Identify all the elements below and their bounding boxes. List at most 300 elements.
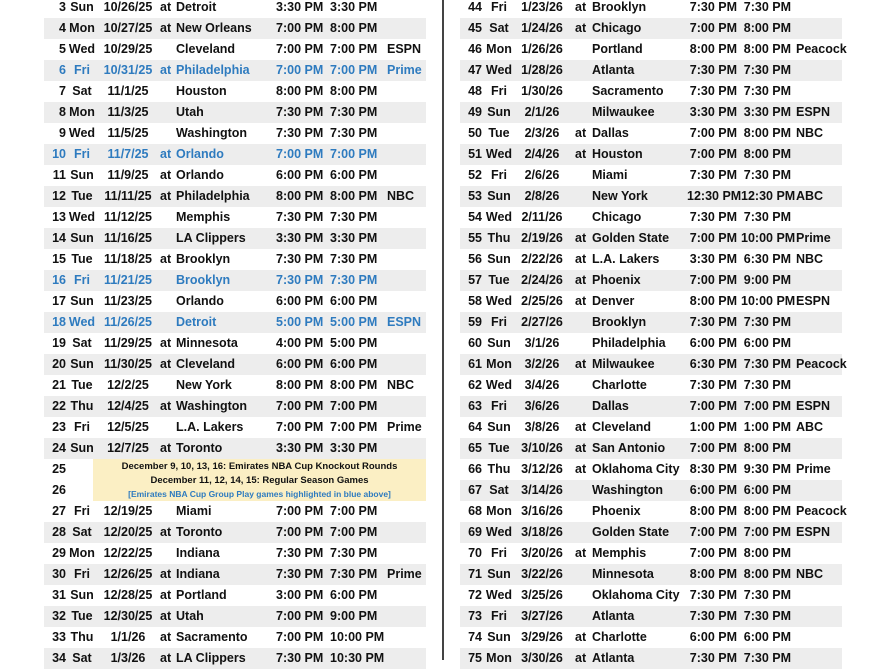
schedule-left-rows-bottom [44,501,426,669]
game-date: 3/1/26 [524,336,560,350]
game-date: 12/20/25 [103,525,153,539]
game-day: Mon [486,357,512,371]
game-day: Mon [486,42,512,56]
schedule-row [460,333,842,354]
game-day: Mon [69,546,95,560]
schedule-row [460,291,842,312]
schedule-row [44,270,426,291]
schedule-row [460,438,842,459]
game-number: 6 [59,63,66,77]
schedule-row [44,648,426,669]
opponent-name: Philadelphia [176,63,250,77]
game-number: 44 [468,0,482,14]
game-number: 57 [468,273,482,287]
opponent-name: Cleveland [176,357,236,371]
game-day: Fri [491,84,507,98]
local-time: 8:00 PM [689,42,737,56]
local-time: 7:30 PM [689,168,737,182]
schedule-row [44,522,426,543]
schedule-row [460,480,842,501]
schedule-row [44,606,426,627]
local-time: 7:00 PM [276,420,324,434]
game-date: 3/8/26 [524,420,560,434]
schedule-row [460,39,847,60]
local-time: 7:30 PM [689,63,737,77]
game-day: Sun [70,0,94,14]
game-number: 32 [52,609,66,623]
game-day: Tue [71,189,93,203]
away-marker: at [160,168,172,182]
local-time: 7:00 PM [689,525,737,539]
opponent-name: Indiana [176,567,220,581]
et-time: 10:30 PM [330,651,385,665]
tv-network: Peacock [796,504,847,518]
opponent-name: Houston [176,84,227,98]
et-time: 7:00 PM [330,63,378,77]
opponent-name: Detroit [176,315,217,329]
game-day: Fri [74,63,90,77]
game-day: Sat [72,651,92,665]
game-date: 2/27/26 [521,315,563,329]
game-number: 67 [468,483,482,497]
opponent-name: Philadelphia [592,336,666,350]
away-marker: at [160,147,172,161]
opponent-name: Washington [176,126,248,140]
tv-network: Prime [387,567,422,581]
game-number: 31 [52,588,66,602]
schedule-row [460,417,842,438]
away-marker: at [160,651,172,665]
game-day: Fri [491,0,507,14]
et-time: 5:00 PM [330,315,378,329]
local-time: 8:30 PM [689,462,737,476]
local-time: 3:00 PM [276,588,324,602]
local-time: 7:00 PM [689,231,737,245]
away-marker: at [575,357,587,371]
schedule-row [44,585,426,606]
game-number: 20 [52,357,66,371]
game-day: Tue [488,126,510,140]
et-time: 7:30 PM [743,210,791,224]
schedule-row [44,60,426,81]
game-date: 12/30/25 [103,609,153,623]
game-date: 11/26/25 [104,315,152,329]
local-time: 7:00 PM [276,630,324,644]
et-time: 6:00 PM [330,588,378,602]
et-time: 3:30 PM [330,0,378,14]
tv-network: ABC [796,189,824,203]
away-marker: at [575,21,587,35]
game-day: Sun [487,336,511,350]
opponent-name: LA Clippers [176,231,246,245]
game-number: 58 [468,294,482,308]
et-time: 7:00 PM [330,399,378,413]
game-date: 2/24/26 [521,273,563,287]
et-time: 1:00 PM [743,420,791,434]
game-day: Fri [491,609,507,623]
game-date: 3/27/26 [521,609,563,623]
game-day: Tue [488,441,510,455]
schedule-row [44,81,426,102]
et-time: 6:00 PM [330,294,378,308]
game-date: 1/26/26 [521,42,563,56]
schedule-row [460,522,842,543]
game-date: 1/23/26 [521,0,563,14]
schedule-left-column [44,0,426,669]
game-number: 5 [59,42,66,56]
game-date: 11/3/25 [107,105,149,119]
opponent-name: Golden State [592,525,670,539]
et-time: 3:30 PM [330,231,378,245]
game-number: 3 [59,0,66,14]
game-day: Fri [74,420,90,434]
opponent-name: Miami [176,504,212,518]
game-number: 10 [52,147,66,161]
schedule-row [44,333,426,354]
game-number: 61 [468,357,482,371]
game-number: 46 [468,42,482,56]
away-marker: at [160,0,172,14]
et-time: 9:00 PM [330,609,378,623]
local-time: 7:30 PM [276,252,324,266]
game-number: 55 [468,231,482,245]
game-day: Fri [491,399,507,413]
schedule-row [460,606,842,627]
game-day: Sun [70,357,94,371]
et-time: 7:00 PM [330,147,378,161]
et-time: 7:00 PM [330,525,378,539]
schedule-row [460,501,847,522]
game-day: Wed [68,42,96,56]
et-time: 7:30 PM [743,609,791,623]
et-time: 7:30 PM [743,0,791,14]
local-time: 7:30 PM [276,210,324,224]
opponent-name: Orlando [176,168,224,182]
et-time: 8:00 PM [743,126,791,140]
game-number: 62 [468,378,482,392]
game-date: 11/5/25 [107,126,149,140]
game-number: 64 [468,420,482,434]
opponent-name: Milwaukee [592,105,655,119]
game-day: Fri [491,546,507,560]
opponent-name: Orlando [176,294,224,308]
game-number: 7 [59,84,66,98]
game-date: 12/7/25 [107,441,149,455]
et-time: 7:30 PM [330,126,378,140]
local-time: 7:00 PM [689,441,737,455]
game-day: Tue [71,252,93,266]
away-marker: at [160,399,172,413]
game-day: Sun [70,231,94,245]
notice-line-regular: December 11, 12, 14, 15: Regular Season Games [150,475,369,486]
et-time: 6:00 PM [330,168,378,182]
local-time: 6:00 PM [689,630,737,644]
game-date: 11/23/25 [104,294,152,308]
opponent-name: Portland [176,588,227,602]
opponent-name: Sacramento [592,84,664,98]
game-date: 2/4/26 [524,147,560,161]
game-date: 11/21/25 [104,273,152,287]
game-date: 3/18/26 [521,525,563,539]
opponent-name: Oklahoma City [592,462,680,476]
tv-network: Peacock [796,357,847,371]
game-number: 27 [52,504,66,518]
away-marker: at [575,273,587,287]
game-day: Sun [487,105,511,119]
game-number: 68 [468,504,482,518]
game-day: Fri [74,567,90,581]
game-number: 73 [468,609,482,623]
game-date: 3/10/26 [521,441,563,455]
game-number: 34 [52,651,66,665]
et-time: 8:00 PM [743,42,791,56]
game-day: Mon [69,105,95,119]
local-time: 8:00 PM [276,84,324,98]
game-number: 72 [468,588,482,602]
game-date: 10/31/25 [103,63,153,77]
game-day: Wed [485,588,513,602]
game-number: 74 [468,630,482,644]
local-time: 3:30 PM [276,441,324,455]
game-day: Mon [486,651,512,665]
schedule-row [44,207,426,228]
schedule-row [460,0,842,18]
schedule-left-rows-top [44,0,426,459]
game-day: Sun [487,252,511,266]
game-number: 71 [468,567,482,581]
away-marker: at [160,252,172,266]
local-time: 7:30 PM [689,84,737,98]
local-time: 3:30 PM [276,231,324,245]
tv-network: ESPN [387,315,422,329]
tv-network: ESPN [387,42,422,56]
et-time: 12:30 PM [741,189,796,203]
schedule-row [44,501,426,522]
local-time: 7:00 PM [689,126,737,140]
local-time: 8:00 PM [276,378,324,392]
schedule-row [460,627,842,648]
game-day: Wed [68,315,96,329]
away-marker: at [160,336,172,350]
et-time: 6:30 PM [743,252,791,266]
game-date: 2/6/26 [524,168,560,182]
local-time: 7:00 PM [276,399,324,413]
et-time: 7:30 PM [743,84,791,98]
opponent-name: Toronto [176,441,223,455]
game-number: 63 [468,399,482,413]
game-date: 3/4/26 [524,378,560,392]
et-time: 9:30 PM [743,462,791,476]
game-date: 12/19/25 [103,504,153,518]
et-time: 10:00 PM [741,231,796,245]
game-number: 50 [468,126,482,140]
cup-notice [44,459,426,501]
local-time: 7:00 PM [689,21,737,35]
et-time: 7:30 PM [330,567,378,581]
opponent-name: Atlanta [592,651,635,665]
game-day: Thu [70,399,94,413]
game-date: 11/30/25 [104,357,152,371]
schedule-row [44,186,426,207]
away-marker: at [575,126,587,140]
schedule-row [460,144,842,165]
tv-network: NBC [796,567,824,581]
opponent-name: New York [592,189,648,203]
game-day: Sun [70,294,94,308]
game-day: Tue [488,273,510,287]
game-date: 12/2/25 [107,378,149,392]
schedule-row [460,354,847,375]
game-number: 52 [468,168,482,182]
game-date: 12/5/25 [107,420,149,434]
et-time: 3:30 PM [330,441,378,455]
local-time: 7:00 PM [276,63,324,77]
schedule-row [460,165,842,186]
opponent-name: Detroit [176,0,217,14]
game-date: 3/29/26 [521,630,563,644]
game-number: 14 [52,231,66,245]
schedule-row [44,375,426,396]
schedule-row [44,417,426,438]
opponent-name: Phoenix [592,504,641,518]
opponent-name: Chicago [592,210,642,224]
et-time: 7:30 PM [330,546,378,560]
game-date: 2/11/26 [521,210,563,224]
schedule-row [460,228,842,249]
local-time: 7:30 PM [276,105,324,119]
local-time: 6:00 PM [276,357,324,371]
local-time: 8:00 PM [689,294,737,308]
tv-network: Prime [387,420,422,434]
schedule-row [44,249,426,270]
away-marker: at [575,630,587,644]
game-date: 11/1/25 [107,84,149,98]
et-time: 8:00 PM [330,84,378,98]
schedule-right-rows [460,0,847,669]
opponent-name: Utah [176,105,204,119]
game-number: 19 [52,336,66,350]
local-time: 6:00 PM [276,294,324,308]
game-number: 45 [468,21,482,35]
game-number: 17 [52,294,66,308]
tv-network: ESPN [796,294,831,308]
away-marker: at [160,567,172,581]
opponent-name: Miami [592,168,628,182]
game-date: 10/29/25 [103,42,153,56]
opponent-name: Dallas [592,126,629,140]
local-time: 8:00 PM [689,504,737,518]
schedule-row [44,312,426,333]
opponent-name: Portland [592,42,643,56]
schedule-row [460,459,842,480]
tv-network: ESPN [796,399,831,413]
schedule-row [44,39,426,60]
local-time: 7:00 PM [276,42,324,56]
local-time: 8:00 PM [276,189,324,203]
schedule-row [460,564,842,585]
opponent-name: New Orleans [176,21,252,35]
et-time: 7:30 PM [330,105,378,119]
game-day: Wed [485,525,513,539]
game-number: 8 [59,105,66,119]
opponent-name: Minnesota [176,336,238,350]
game-day: Wed [485,378,513,392]
opponent-name: Minnesota [592,567,654,581]
game-date: 11/16/25 [104,231,152,245]
game-date: 3/25/26 [521,588,563,602]
tv-network: NBC [387,189,415,203]
game-date: 11/12/25 [104,210,152,224]
et-time: 8:00 PM [743,504,791,518]
game-date: 11/11/25 [104,189,152,203]
et-time: 8:00 PM [743,567,791,581]
away-marker: at [160,525,172,539]
opponent-name: Washington [176,399,248,413]
local-time: 7:30 PM [276,126,324,140]
et-time: 7:30 PM [743,63,791,77]
schedule-row [460,585,842,606]
game-date: 1/24/26 [521,21,563,35]
away-marker: at [575,231,587,245]
et-time: 7:00 PM [330,420,378,434]
opponent-name: L.A. Lakers [592,252,660,266]
game-number: 9 [59,126,66,140]
tv-network: NBC [796,126,824,140]
game-date: 3/2/26 [524,357,560,371]
schedule-row [460,543,842,564]
schedule-row [460,270,842,291]
game-date: 2/3/26 [524,126,560,140]
opponent-name: Denver [592,294,635,308]
game-number: 11 [52,168,66,182]
game-date: 11/9/25 [107,168,149,182]
schedule-row [44,291,426,312]
game-date: 3/14/26 [521,483,563,497]
game-day: Fri [74,147,90,161]
local-time: 7:00 PM [689,546,737,560]
et-time: 7:30 PM [743,357,791,371]
et-time: 8:00 PM [743,441,791,455]
local-time: 5:00 PM [276,315,324,329]
game-date: 10/27/25 [103,21,153,35]
game-date: 10/26/25 [103,0,153,14]
et-time: 10:00 PM [741,294,796,308]
et-time: 7:30 PM [743,651,791,665]
game-number: 29 [52,546,66,560]
opponent-name: Cleveland [592,420,652,434]
opponent-name: Oklahoma City [592,588,680,602]
away-marker: at [575,651,587,665]
game-date: 11/7/25 [107,147,149,161]
schedule-row [460,18,842,39]
schedule-row [460,312,842,333]
local-time: 3:30 PM [276,0,324,14]
tv-network: Peacock [796,42,847,56]
et-time: 8:00 PM [743,21,791,35]
game-date: 12/4/25 [107,399,149,413]
opponent-name: Utah [176,609,204,623]
opponent-name: Philadelphia [176,189,250,203]
game-day: Mon [69,21,95,35]
opponent-name: Brooklyn [592,0,647,14]
opponent-name: Toronto [176,525,223,539]
game-number: 33 [52,630,66,644]
opponent-name: Chicago [592,21,642,35]
game-number: 18 [52,315,66,329]
game-day: Thu [487,462,511,476]
game-day: Sat [489,21,509,35]
game-date: 3/30/26 [521,651,563,665]
